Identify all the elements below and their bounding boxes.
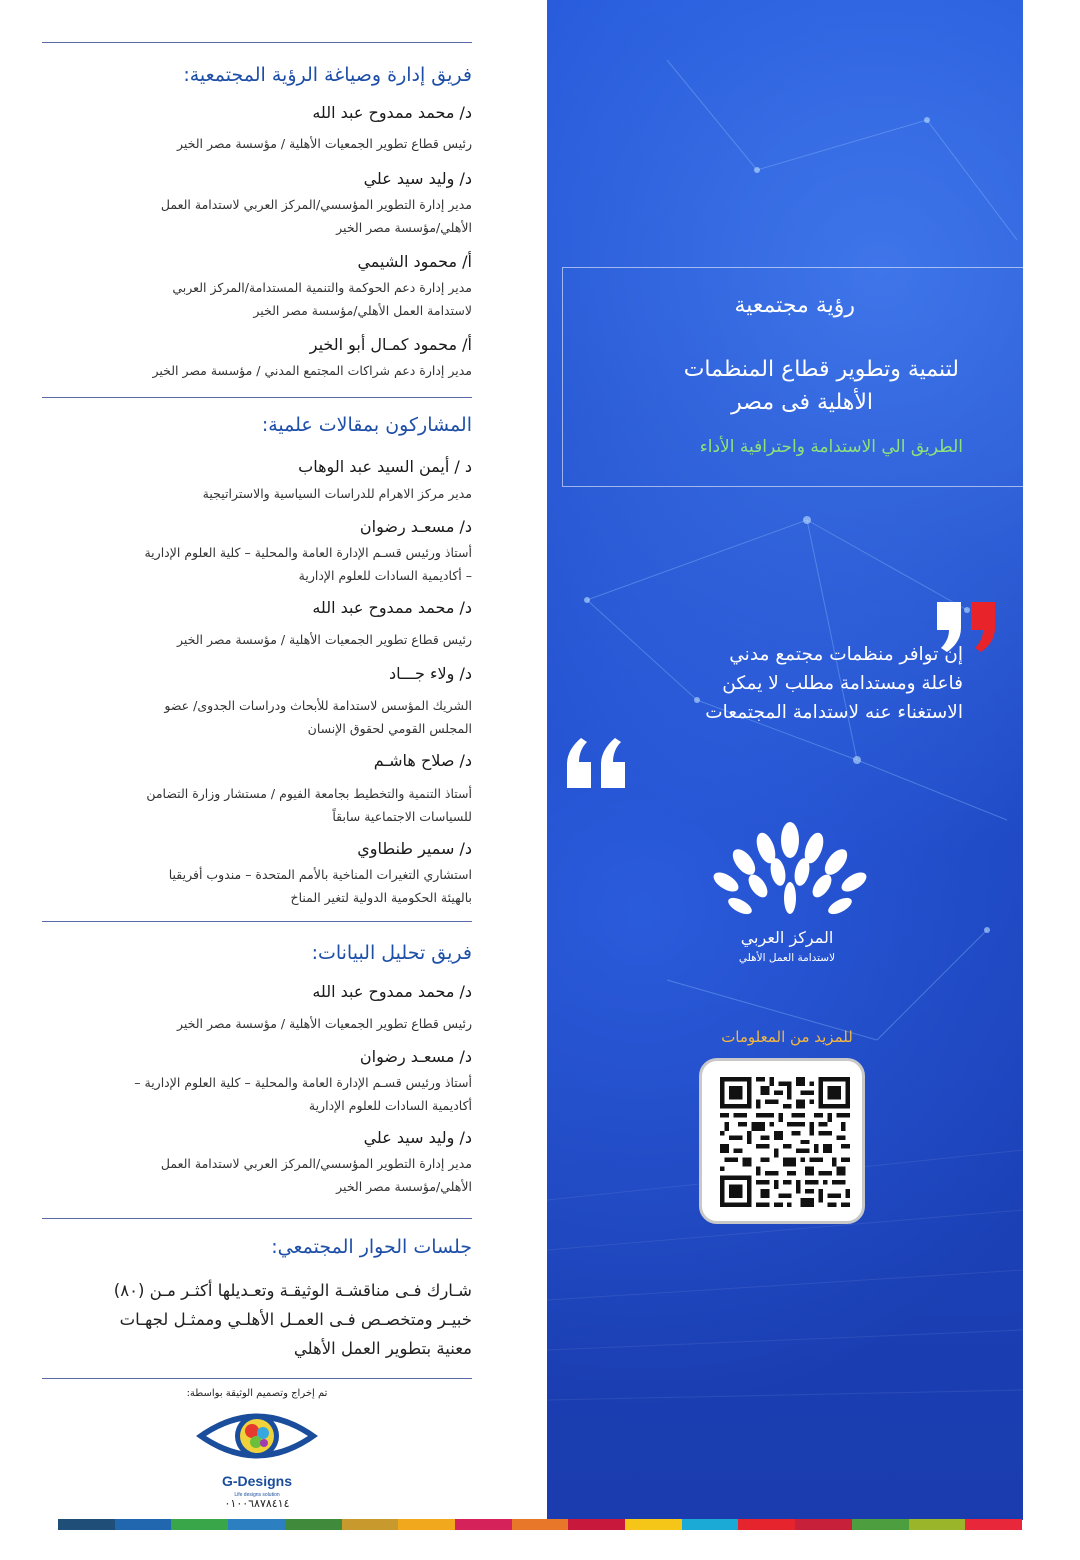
color-strip-segment: [965, 1519, 1022, 1530]
color-strip-segment: [568, 1519, 625, 1530]
color-strip-segment: [512, 1519, 569, 1530]
color-strip-segment: [852, 1519, 909, 1530]
design-credit-label: تم إخراج وتصميم الوثيقة بواسطة:: [186, 1388, 328, 1399]
g-designs-name: G-Designs: [221, 1473, 293, 1489]
member-role: مدير إدارة التطوير المؤسسي/المركز العربي لاستدامة العمل: [160, 197, 472, 212]
member-name: د/ مسعـد رضوان: [359, 517, 472, 536]
dialogue-paragraph-line: شـارك فـى مناقشـة الوثيقـة وتعـديلها أكثـر مـن (٨٠): [113, 1281, 472, 1300]
quote-line: الاستغناء عنه لاستدامة المجتمعات: [705, 702, 963, 723]
vision-subtitle: الطريق الي الاستدامة واحترافية الأداء: [699, 437, 963, 457]
color-strip-segment: [398, 1519, 455, 1530]
color-strip-segment: [738, 1519, 795, 1530]
color-strip-segment: [795, 1519, 852, 1530]
section-heading-dialogue: جلسات الحوار المجتمعي:: [271, 1236, 472, 1258]
member-role: – أكاديمية السادات للعلوم الإدارية: [298, 568, 472, 583]
color-strip-segment: [115, 1519, 172, 1530]
member-role: رئيس قطاع تطوير الجمعيات الأهلية / مؤسسة مصر الخير: [177, 136, 472, 151]
color-strip-segment: [625, 1519, 682, 1530]
member-role: أستاذ ورئيس قسـم الإدارة العامة والمحلية – كلية العلوم الإدارية –: [134, 1075, 472, 1090]
color-strip-segment: [171, 1519, 228, 1530]
dialogue-paragraph-line: خبيـر ومتخصـص فـى العمـل الأهلـي وممثـل لجهـات: [119, 1310, 472, 1329]
vision-line: لتنمية وتطوير قطاع المنظمات: [683, 357, 959, 382]
member-name: د/ ولاء جـــاد: [388, 664, 472, 683]
member-name: أ/ محمود الشيمي: [357, 252, 472, 271]
logo-subtitle: لاستدامة العمل الأهلي: [738, 952, 836, 964]
color-strip-segment: [58, 1519, 115, 1530]
divider: [42, 1378, 472, 1379]
member-name: د / أيمن السيد عبد الوهاب: [298, 457, 472, 476]
vision-line: الأهلية فى مصر: [731, 390, 873, 415]
member-role: لاستدامة العمل الأهلي/مؤسسة مصر الخير: [253, 303, 472, 318]
member-role: الأهلي/مؤسسة مصر الخير: [336, 220, 472, 235]
team-credits-column: [42, 40, 472, 1515]
quote-line: إن توافر منظمات مجتمع مدني: [729, 644, 963, 665]
quote-close-icon: [561, 736, 629, 792]
section-heading-vision-team: فريق إدارة وصياغة الرؤية المجتمعية:: [183, 64, 472, 86]
member-name: د/ مسعـد رضوان: [359, 1047, 472, 1066]
section-heading-data-team: فريق تحليل البيانات:: [311, 942, 472, 964]
member-role: المجلس القومي لحقوق الإنسان: [307, 721, 472, 736]
member-role: أستاذ ورئيس قسـم الإدارة العامة والمحلية – كلية العلوم الإدارية: [144, 545, 472, 560]
member-role: استشاري التغيرات المناخية بالأمم المتحدة – مندوب أفريقيا: [168, 867, 472, 882]
color-strip-segment: [285, 1519, 342, 1530]
member-role: مدير إدارة التطوير المؤسسي/المركز العربي لاستدامة العمل: [160, 1156, 472, 1171]
g-designs-tagline: Life designs solution: [234, 1492, 280, 1498]
dialogue-paragraph-line: معنية بتطوير العمل الأهلي: [293, 1339, 472, 1358]
member-name: د/ محمد ممدوح عبد الله: [312, 982, 472, 1001]
g-designs-eye-logo: [192, 1403, 322, 1503]
member-role: أستاذ التنمية والتخطيط بجامعة الفيوم / مستشار وزارة التضامن: [146, 786, 472, 801]
member-role: رئيس قطاع تطوير الجمعيات الأهلية / مؤسسة مصر الخير: [177, 1016, 472, 1031]
member-role: مدير إدارة دعم الحوكمة والتنمية المستدامة/المركز العربي: [172, 280, 472, 295]
member-role: أكاديمية السادات للعلوم الإدارية: [308, 1098, 472, 1113]
color-strip-segment: [455, 1519, 512, 1530]
section-heading-contributors: المشاركون بمقالات علمية:: [261, 414, 472, 436]
designer-phone: ٠١٠٠٦٨٧٨٤١٤: [224, 1497, 290, 1510]
blue-cover-panel: [547, 0, 1023, 1520]
divider: [42, 42, 472, 43]
member-name: د/ صلاح هاشـم: [373, 751, 472, 770]
color-strip: [58, 1519, 1022, 1530]
color-strip-segment: [909, 1519, 966, 1530]
color-strip-segment: [228, 1519, 285, 1530]
member-role: مدير إدارة دعم شراكات المجتمع المدني / مؤسسة مصر الخير: [152, 363, 472, 378]
color-strip-segment: [342, 1519, 399, 1530]
member-name: د/ وليد سيد علي: [363, 169, 472, 188]
member-name: د/ وليد سيد علي: [363, 1128, 472, 1147]
divider: [42, 1218, 472, 1219]
member-role: رئيس قطاع تطوير الجمعيات الأهلية / مؤسسة مصر الخير: [177, 632, 472, 647]
member-name: د/ محمد ممدوح عبد الله: [312, 598, 472, 617]
vision-title: رؤية مجتمعية: [734, 293, 855, 318]
member-role: بالهيئة الحكومية الدولية لتغير المناخ: [290, 890, 472, 905]
member-role: للسياسات الاجتماعية سابقاً: [332, 809, 472, 824]
member-name: د/ سمير طنطاوي: [357, 839, 472, 858]
member-role: مدير مركز الاهرام للدراسات السياسية والاستراتيجية: [202, 486, 472, 501]
divider: [42, 921, 472, 922]
divider: [42, 397, 472, 398]
member-role: الأهلي/مؤسسة مصر الخير: [336, 1179, 472, 1194]
color-strip-segment: [682, 1519, 739, 1530]
member-role: الشريك المؤسس لاستدامة للأبحاث ودراسات الجدوى/ عضو: [164, 698, 472, 713]
logo-title: المركز العربي: [740, 928, 834, 947]
quote-line: فاعلة ومستدامة مطلب لا يمكن: [722, 673, 963, 694]
member-name: أ/ محمود كمـال أبو الخير: [309, 335, 472, 354]
qr-code-icon: [720, 1077, 850, 1207]
member-name: د/ محمد ممدوح عبد الله: [312, 103, 472, 122]
arab-center-tree-logo: [700, 820, 880, 930]
qr-code[interactable]: [699, 1058, 865, 1224]
more-info-label: للمزيد من المعلومات: [721, 1028, 853, 1046]
